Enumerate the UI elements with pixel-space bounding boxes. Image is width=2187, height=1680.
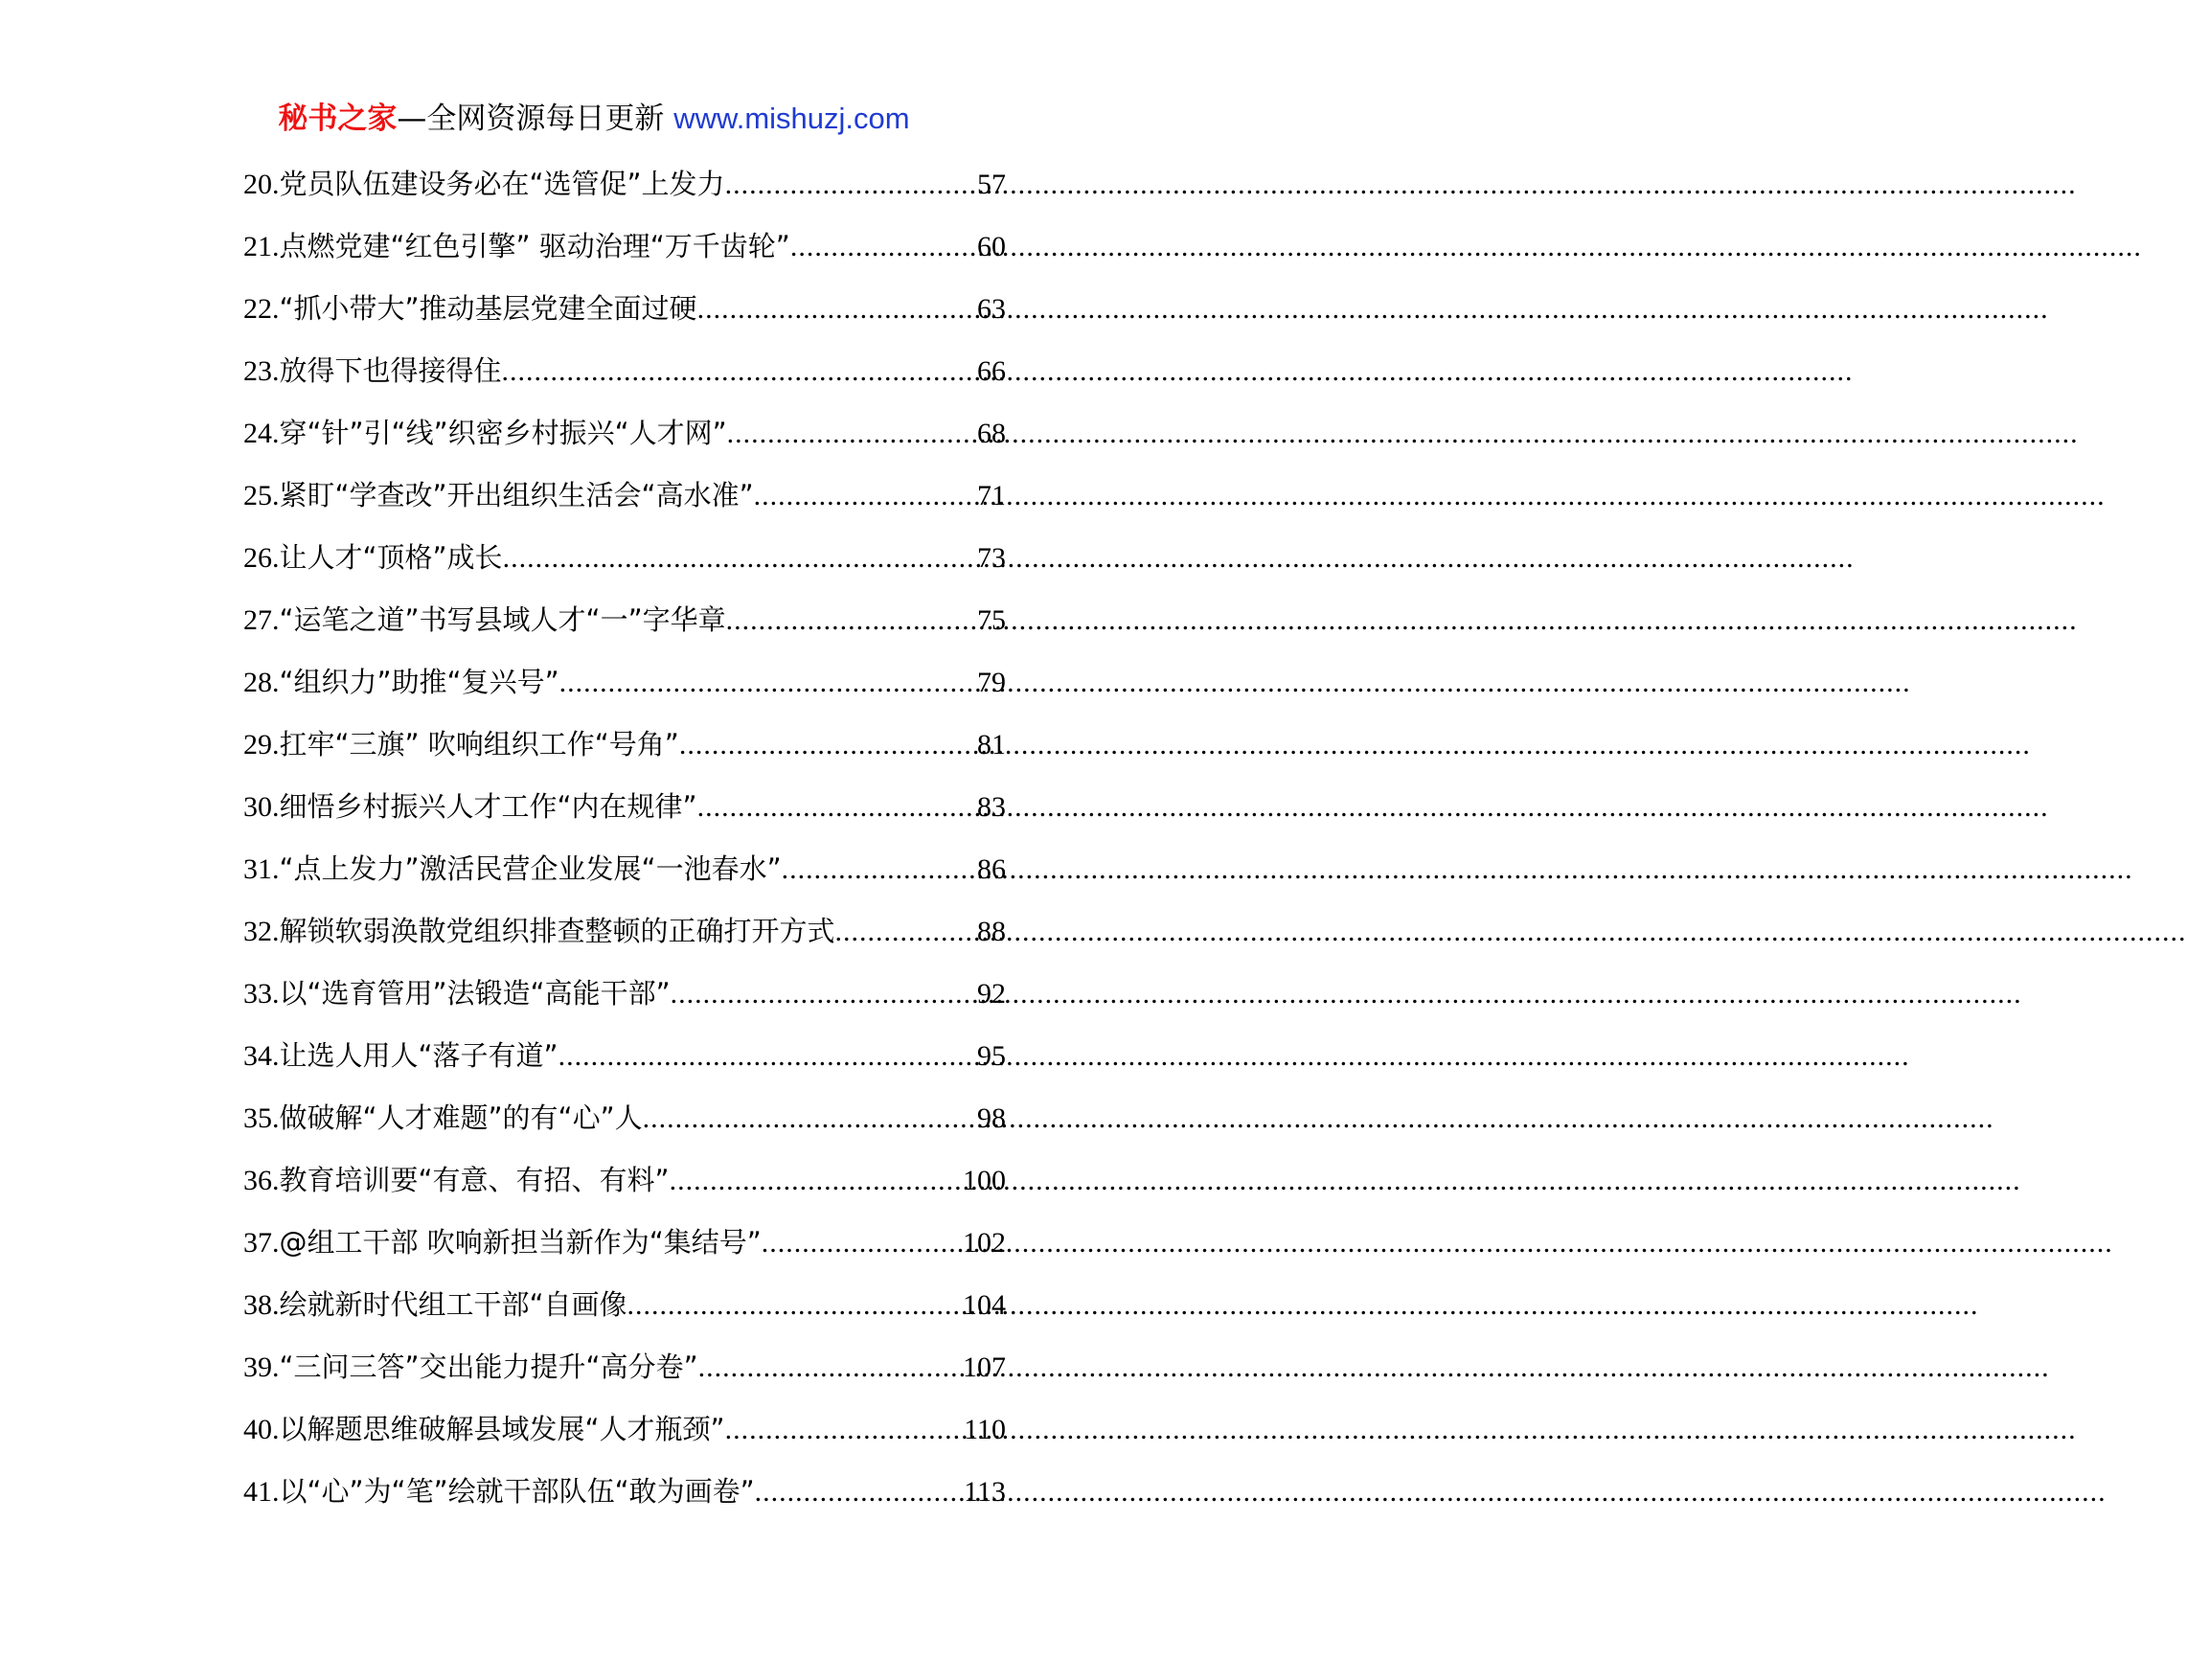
toc-entry-title: 细悟乡村振兴人才工作“内在规律” [279, 790, 697, 823]
toc-dot-leader [627, 1274, 963, 1336]
toc-entry-title: 以“心”为“笔”绘就干部队伍“敢为画卷” [279, 1475, 755, 1508]
toc-dot-leader [725, 153, 977, 216]
toc-entry[interactable] [243, 527, 1006, 589]
toc-entry-title: 党员队伍建设务必在“选管促”上发力 [279, 168, 725, 200]
toc-dot-leader [726, 589, 977, 651]
toc-entry-title: “点上发力”激活民营企业发展“一池春水” [279, 852, 782, 885]
toc-entry-number: 22. [243, 293, 280, 325]
toc-entry-page-number: 95 [977, 1040, 1006, 1072]
toc-entry[interactable] [243, 340, 1006, 402]
toc-entry-page-number: 100 [963, 1165, 1006, 1196]
toc-entry-page-number: 83 [977, 791, 1006, 823]
page-header [0, 94, 1188, 144]
toc-entry-page-number: 107 [963, 1351, 1006, 1383]
toc-entry[interactable] [243, 1398, 1006, 1461]
toc-entry-title: 绘就新时代组工干部“自画像 [279, 1288, 627, 1321]
toc-entry-title: 放得下也得接得住 [279, 354, 502, 387]
toc-entry-number: 36. [243, 1165, 280, 1196]
toc-entry[interactable] [243, 216, 1006, 278]
toc-entry[interactable] [243, 1336, 1006, 1398]
toc-entry-title: 让人才“顶格”成长 [279, 541, 503, 574]
toc-entry-page-number: 75 [977, 604, 1006, 636]
toc-entry-title: 点燃党建“红色引擎” 驱动治理“万千齿轮” [279, 230, 790, 262]
toc-dot-leader [697, 278, 977, 340]
toc-entry-page-number: 102 [963, 1227, 1006, 1259]
toc-entry-title: 让选人用人“落子有道” [279, 1039, 558, 1072]
toc-entry-number: 31. [243, 853, 280, 885]
toc-entry-number: 26. [243, 542, 280, 574]
toc-dot-leader [679, 714, 977, 776]
toc-entry-page-number: 86 [977, 853, 1006, 885]
toc-dot-leader [835, 900, 977, 963]
toc-entry-title: 做破解“人才难题”的有“心”人 [279, 1101, 643, 1134]
toc-dot-leader [698, 1336, 963, 1398]
toc-entry[interactable] [243, 651, 1006, 714]
toc-entry[interactable] [243, 776, 1006, 838]
toc-entry[interactable] [243, 1461, 1006, 1523]
toc-entry[interactable] [243, 1149, 1006, 1212]
toc-entry-title: 穿“针”引“线”织密乡村振兴“人才网” [279, 417, 727, 449]
toc-entry-title: “三问三答”交出能力提升“高分卷” [279, 1351, 698, 1383]
toc-entry-number: 33. [243, 978, 280, 1010]
header-slogan: —全网资源每日更新 [397, 102, 665, 136]
toc-entry-number: 40. [243, 1414, 280, 1445]
toc-entry-number: 41. [243, 1476, 280, 1508]
toc-entry-title: 紧盯“学查改”开出组织生活会“高水准” [279, 479, 754, 511]
toc-entry-number: 37. [243, 1227, 280, 1259]
toc-entry[interactable] [243, 153, 1006, 216]
toc-entry-page-number: 66 [977, 355, 1006, 387]
toc-dot-leader [727, 402, 977, 465]
toc-entry-title: 以解题思维破解县域发展“人才瓶颈” [279, 1413, 725, 1445]
toc-entry-page-number: 68 [977, 418, 1006, 449]
toc-entry-number: 25. [243, 480, 280, 511]
toc-entry[interactable] [243, 1087, 1006, 1149]
toc-entry-number: 32. [243, 916, 280, 947]
toc-entry[interactable] [243, 838, 1006, 900]
website-link[interactable]: www.mishuzj.com [673, 102, 910, 135]
toc-entry-page-number: 79 [977, 667, 1006, 698]
toc-entry[interactable] [243, 278, 1006, 340]
toc-dot-leader [559, 651, 977, 714]
toc-dot-leader [671, 963, 977, 1025]
toc-entry-page-number: 71 [977, 480, 1006, 511]
toc-entry-number: 34. [243, 1040, 280, 1072]
toc-entry[interactable] [243, 963, 1006, 1025]
toc-entry-number: 39. [243, 1351, 280, 1383]
toc-entry-title: 解锁软弱涣散党组织排查整顿的正确打开方式 [279, 915, 835, 947]
toc-entry-page-number: 104 [963, 1289, 1006, 1321]
brand-name: 秘书之家 [278, 102, 398, 136]
toc-entry-number: 35. [243, 1102, 280, 1134]
toc-dot-leader [725, 1398, 965, 1461]
toc-entry-number: 20. [243, 169, 280, 200]
toc-entry[interactable] [243, 402, 1006, 465]
toc-entry-page-number: 63 [977, 293, 1006, 325]
toc-dot-leader [790, 216, 977, 278]
toc-dot-leader [502, 340, 977, 402]
toc-entry[interactable] [243, 900, 1006, 963]
toc-entry-page-number: 73 [977, 542, 1006, 574]
toc-entry-number: 38. [243, 1289, 280, 1321]
toc-dot-leader [503, 527, 977, 589]
toc-entry-title: 扛牢“三旗” 吹响组织工作“号角” [279, 728, 679, 761]
toc-entry-number: 29. [243, 729, 280, 761]
toc-entry-page-number: 98 [977, 1102, 1006, 1134]
toc-entry-number: 27. [243, 604, 280, 636]
toc-entry-title: 以“选育管用”法锻造“高能干部” [279, 977, 671, 1010]
toc-dot-leader [697, 776, 977, 838]
toc-entry-number: 28. [243, 667, 280, 698]
toc-entry-page-number: 113 [964, 1476, 1006, 1508]
toc-entry[interactable] [243, 465, 1006, 527]
toc-entry-title: @组工干部 吹响新担当新作为“集结号” [279, 1226, 762, 1259]
toc-entry[interactable] [243, 714, 1006, 776]
toc-entry-number: 23. [243, 355, 280, 387]
toc-entry-title: “抓小带大”推动基层党建全面过硬 [279, 292, 697, 325]
toc-entry-number: 21. [243, 231, 280, 262]
toc-dot-leader [558, 1025, 977, 1087]
toc-dot-leader [643, 1087, 977, 1149]
toc-dot-leader [755, 1461, 964, 1523]
toc-entry-page-number: 92 [977, 978, 1006, 1010]
toc-entry-page-number: 60 [977, 231, 1006, 262]
toc-entry[interactable] [243, 589, 1006, 651]
toc-entry[interactable] [243, 1025, 1006, 1087]
toc-dot-leader [754, 465, 977, 527]
toc-entry-page-number: 57 [977, 169, 1006, 200]
toc-dot-leader [762, 1212, 963, 1274]
toc-dot-leader [782, 838, 977, 900]
toc-entry-title: “运笔之道”书写县域人才“一”字华章 [279, 603, 726, 636]
toc-entry[interactable] [243, 1274, 1006, 1336]
toc-entry-number: 24. [243, 418, 280, 449]
toc-entry-title: 教育培训要“有意、有招、有料” [279, 1164, 670, 1196]
toc-entry-title: “组织力”助推“复兴号” [279, 666, 559, 698]
toc-entry[interactable] [243, 1212, 1006, 1274]
table-of-contents [243, 153, 1006, 1523]
toc-dot-leader [670, 1149, 963, 1212]
toc-entry-page-number: 110 [964, 1414, 1006, 1445]
toc-entry-page-number: 81 [977, 729, 1006, 761]
toc-entry-number: 30. [243, 791, 280, 823]
toc-entry-page-number: 88 [977, 916, 1006, 947]
